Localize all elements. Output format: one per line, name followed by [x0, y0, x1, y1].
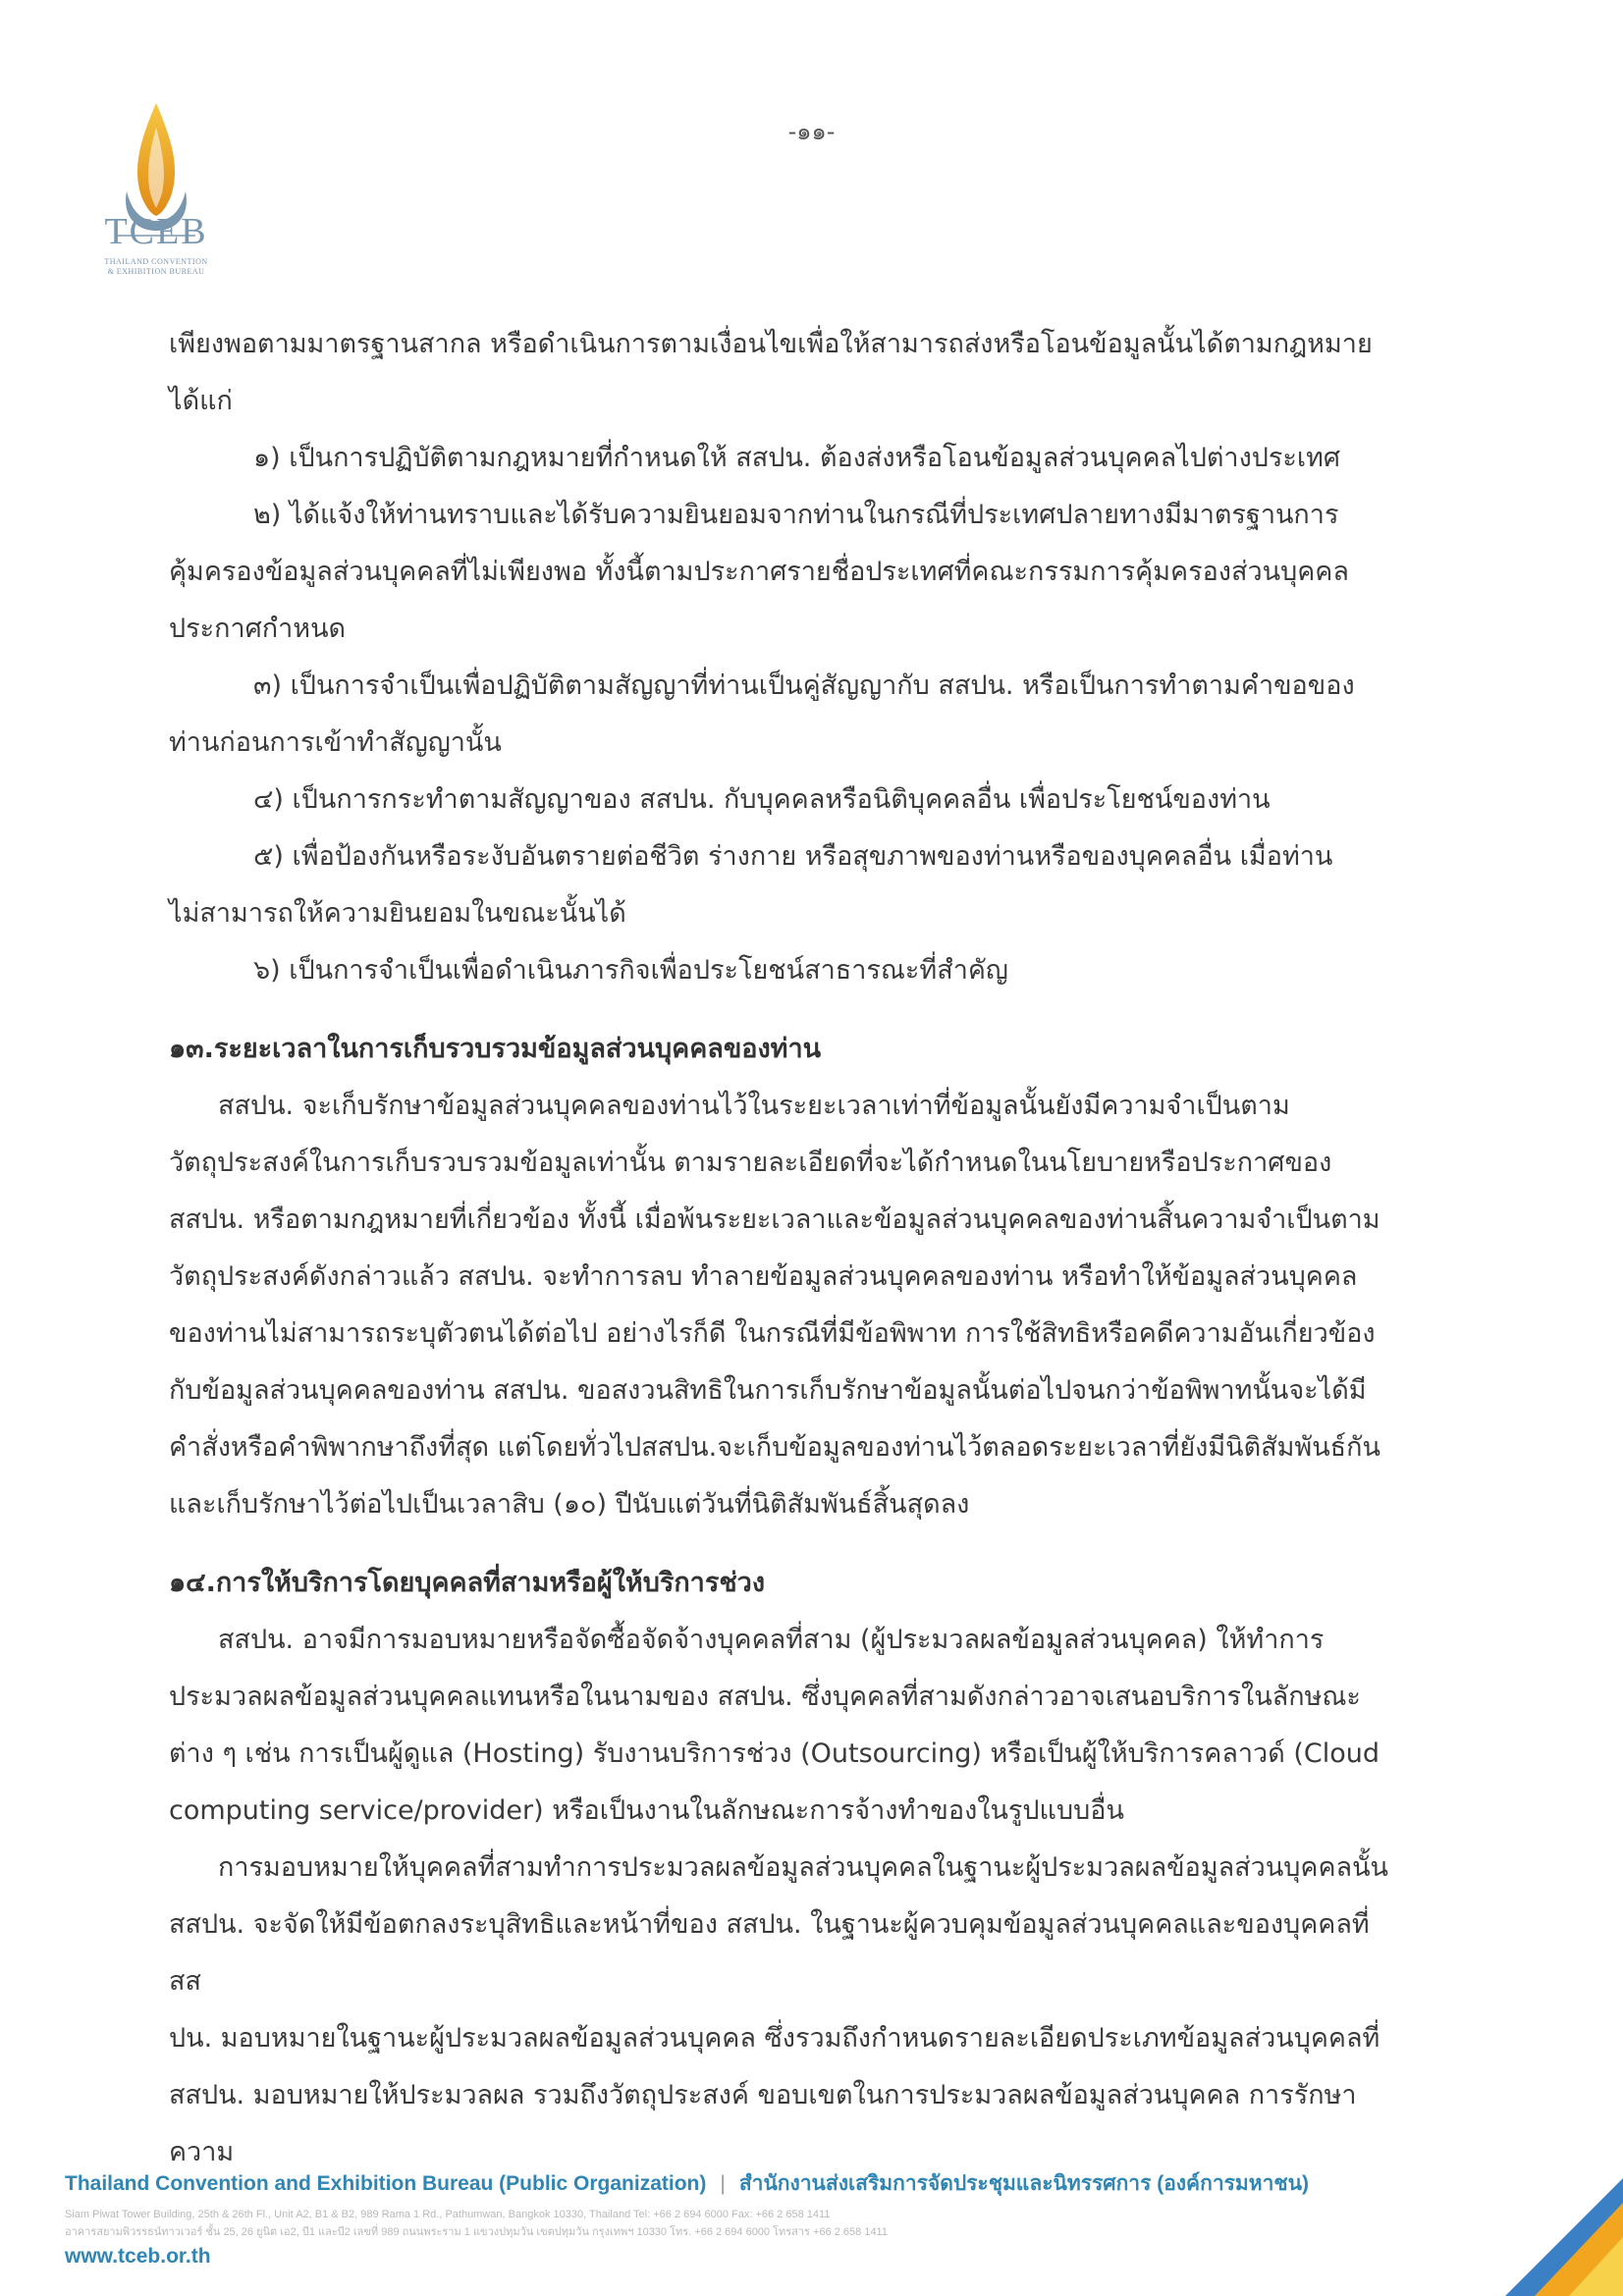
list-item-6: ๖) เป็นการจำเป็นเพื่อดำเนินภารกิจเพื่อประโยชน์สาธารณะที่สำคัญ	[253, 955, 1008, 986]
section-14-text: ประมวลผลข้อมูลส่วนบุคคลแทนหรือในนามของ สสปน. ซึ่งบุคคลที่สามดังกล่าวอาจเสนอบริการในลักษณะ	[169, 1682, 1361, 1712]
logo-text: TCEB	[104, 211, 208, 252]
section-13-heading: ๑๓.ระยะเวลาในการเก็บรวบรวมข้อมูลส่วนบุคคลของท่าน	[169, 1034, 822, 1064]
intro-line: ได้แก่	[169, 386, 233, 416]
logo-subtext: THAILAND CONVENTION & EXHIBITION BUREAU	[104, 257, 208, 276]
list-item-3-cont: ท่านก่อนการเข้าทำสัญญานั้น	[169, 727, 502, 758]
footer-address-th: อาคารสยามพิวรรธน์ทาวเวอร์ ชั้น 25, 26 ยูนิต เอ2, บี1 และบี2 เลขที่ 989 ถนนพระราม 1 แขวงปทุมวัน เขตปทุมวัน กรุงเทพฯ 10330 โทร. +66 2 694 6000 โทรสาร +66 2 658 1411	[65, 2226, 888, 2238]
section-14-text: สสปน. มอบหมายให้ประมวลผล รวมถึงวัตถุประสงค์ ขอบเขตในการประมวลผลข้อมูลส่วนบุคคล การรักษาความ	[169, 2080, 1357, 2167]
section-14-text: สสปน. อาจมีการมอบหมายหรือจัดซื้อจัดจ้างบุคคลที่สาม (ผู้ประมวลผลข้อมูลส่วนบุคคล) ให้ทำการ	[218, 1625, 1325, 1655]
footer-website-link[interactable]: www.tceb.or.th	[65, 2245, 211, 2268]
section-13-text: กับข้อมูลส่วนบุคคลของท่าน สสปน. ขอสงวนสิทธิในการเก็บรักษาข้อมูลนั้นต่อไปจนกว่าข้อพิพาทนั้นจะได้มี	[169, 1375, 1367, 1406]
section-13-text: วัตถุประสงค์ดังกล่าวแล้ว สสปน. จะทำการลบ ทำลายข้อมูลส่วนบุคคลของท่าน หรือทำให้ข้อมูลส่วนบุคคล	[169, 1261, 1358, 1292]
section-14-text: สสปน. จะจัดให้มีข้อตกลงระบุสิทธิและหน้าที่ของ สสปน. ในฐานะผู้ควบคุมข้อมูลส่วนบุคคลและของบุคคลที่ สส	[169, 1909, 1370, 1997]
page-number: -๑๑-	[787, 118, 836, 145]
section-13-text: สสปน. จะเก็บรักษาข้อมูลส่วนบุคคลของท่านไว้ในระยะเวลาเท่าที่ข้อมูลนั้นยังมีความจำเป็นตาม	[218, 1091, 1290, 1121]
footer-address-en: Siam Piwat Tower Building, 25th & 26th Fl., Unit A2, B1 & B2, 989 Rama 1 Rd., Pathumwan, Bangkok 10330, Thailand Tel: +66 2 694 6000 Fax: +66 2 658 1411	[65, 2209, 831, 2220]
footer-org-names	[65, 2167, 1341, 2200]
list-item-2-cont: ประกาศกำหนด	[169, 614, 347, 644]
list-item-3: ๓) เป็นการจำเป็นเพื่อปฏิบัติตามสัญญาที่ท่านเป็นคู่สัญญากับ สสปน. หรือเป็นการทำตามคำขอของ	[253, 670, 1355, 701]
document-body	[169, 316, 1402, 2181]
section-14-heading: ๑๔.การให้บริการโดยบุคคลที่สามหรือผู้ให้บริการช่วง	[169, 1568, 766, 1598]
page-footer	[65, 2167, 1341, 2269]
section-14-text: computing service/provider) หรือเป็นงานในลักษณะการจ้างทำของในรูปแบบอื่น	[169, 1795, 1124, 1826]
corner-decoration	[1456, 2149, 1623, 2296]
list-item-5: ๕) เพื่อป้องกันหรือระงับอันตรายต่อชีวิต ร่างกาย หรือสุขภาพของท่านหรือของบุคคลอื่น เมื่อท่าน	[253, 841, 1333, 872]
section-13-text: วัตถุประสงค์ในการเก็บรวบรวมข้อมูลเท่านั้น ตามรายละเอียดที่จะได้กำหนดในนโยบายหรือประกาศของ	[169, 1148, 1332, 1178]
section-14-text: ปน. มอบหมายในฐานะผู้ประมวลผลข้อมูลส่วนบุคคล ซึ่งรวมถึงกำหนดรายละเอียดประเภทข้อมูลส่วนบุคคลที่	[169, 2023, 1380, 2054]
list-item-2: ๒) ได้แจ้งให้ท่านทราบและได้รับความยินยอมจากท่านในกรณีที่ประเทศปลายทางมีมาตรฐานการ	[253, 500, 1339, 530]
section-14-text: การมอบหมายให้บุคคลที่สามทำการประมวลผลข้อมูลส่วนบุคคลในฐานะผู้ประมวลผลข้อมูลส่วนบุคคลนั้น	[218, 1852, 1388, 1883]
section-13-text: คำสั่งหรือคำพิพากษาถึงที่สุด แต่โดยทั่วไปสสปน.จะเก็บข้อมูลของท่านไว้ตลอดระยะเวลาที่ยังมีนิติสัมพันธ์กัน	[169, 1432, 1380, 1463]
footer-org-th: สำนักงานส่งเสริมการจัดประชุมและนิทรรศการ (องค์การมหาชน)	[738, 2172, 1309, 2195]
list-item-4: ๔) เป็นการกระทำตามสัญญาของ สสปน. กับบุคคลหรือนิติบุคคลอื่น เพื่อประโยชน์ของท่าน	[253, 784, 1271, 815]
footer-separator: |	[720, 2172, 726, 2195]
section-14-text: ต่าง ๆ เช่น การเป็นผู้ดูแล (Hosting) รับงานบริการช่วง (Outsourcing) หรือเป็นผู้ให้บริการคลาวด์ (Cloud	[169, 1738, 1380, 1769]
list-item-2-cont: คุ้มครองข้อมูลส่วนบุคคลที่ไม่เพียงพอ ทั้งนี้ตามประกาศรายชื่อประเทศที่คณะกรรมการคุ้มครองส่วนบุคคล	[169, 557, 1349, 587]
list-item-5-cont: ไม่สามารถให้ความยินยอมในขณะนั้นได้	[169, 898, 626, 929]
section-13-text: ของท่านไม่สามารถระบุตัวตนได้ต่อไป อย่างไรก็ดี ในกรณีที่มีข้อพิพาท การใช้สิทธิหรือคดีความอันเกี่ยวข้อง	[169, 1318, 1376, 1349]
footer-org-en: Thailand Convention and Exhibition Bureau (Public Organization)	[65, 2172, 707, 2195]
list-item-1: ๑) เป็นการปฏิบัติตามกฎหมายที่กำหนดให้ สสปน. ต้องส่งหรือโอนข้อมูลส่วนบุคคลไปต่างประเทศ	[253, 443, 1341, 473]
section-13-text: และเก็บรักษาไว้ต่อไปเป็นเวลาสิบ (๑๐) ปีนับแต่วันที่นิติสัมพันธ์สิ้นสุดลง	[169, 1489, 970, 1520]
section-13-text: สสปน. หรือตามกฎหมายที่เกี่ยวข้อง ทั้งนี้ เมื่อพ้นระยะเวลาและข้อมูลส่วนบุคคลของท่านสิ้นความจำเป็นตาม	[169, 1204, 1380, 1235]
intro-line: เพียงพอตามมาตรฐานสากล หรือดำเนินการตามเงื่อนไขเพื่อให้สามารถส่งหรือโอนข้อมูลนั้นได้ตามกฎหมาย	[169, 329, 1373, 359]
